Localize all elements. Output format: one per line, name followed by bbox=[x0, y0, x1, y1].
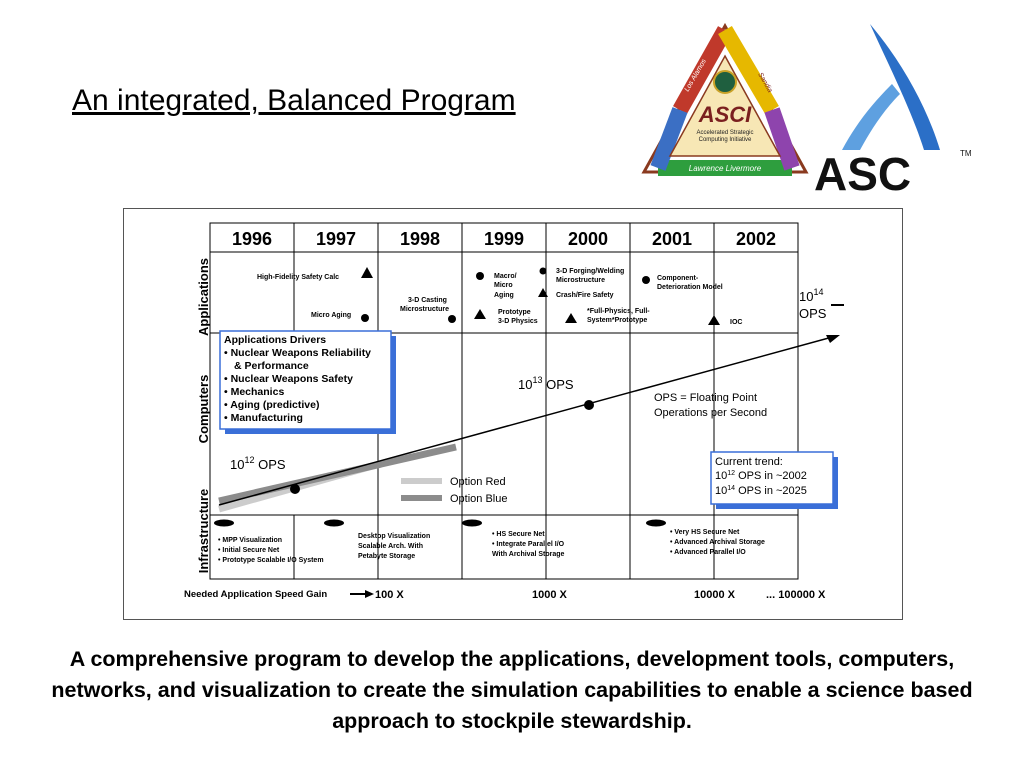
ops-label-1e14: $10^{14}$ bbox=[799, 287, 824, 304]
circle-icon bbox=[540, 268, 547, 275]
ops-label-1e13: $10^{13}$ OPS bbox=[518, 375, 574, 392]
asci-logo-subtitle-1: Accelerated Strategic bbox=[696, 130, 754, 136]
drivers-item: & Performance bbox=[234, 360, 309, 372]
year-label-2000: 2000 bbox=[567, 229, 609, 249]
ellipse-icon bbox=[214, 520, 234, 527]
infra-col2: Desktop Visualization bbox=[358, 533, 431, 540]
ops-definition-2: Operations per Second bbox=[654, 407, 768, 419]
infra-col1: • Initial Secure Net bbox=[218, 547, 280, 554]
milestone-component-1: Component- bbox=[657, 275, 699, 282]
ellipse-icon bbox=[462, 520, 482, 527]
row-label-applications: Applications bbox=[196, 257, 211, 337]
trend-line-1: $10^{12}$ OPS in ~2002 bbox=[715, 470, 807, 482]
milestone-crash: Crash/Fire Safety bbox=[556, 292, 614, 299]
triangle-icon bbox=[708, 315, 720, 325]
option-blue-band bbox=[219, 447, 456, 501]
infra-col3: • HS Secure Net bbox=[492, 531, 545, 538]
ops-label-1e14-unit: OPS bbox=[799, 306, 827, 321]
ops-point-1e13 bbox=[584, 400, 594, 410]
ellipse-icon bbox=[324, 520, 344, 527]
asci-logo-subtitle-2: Computing Initiative bbox=[698, 137, 752, 143]
asc-logo-name: ASC bbox=[814, 148, 912, 192]
asci-logo-name: ASCI bbox=[698, 102, 752, 127]
row-label-computers: Computers bbox=[196, 374, 211, 444]
roadmap-figure bbox=[123, 208, 903, 620]
infra-col4: • Advanced Archival Storage bbox=[670, 539, 765, 546]
milestone-prototype-2: 3-D Physics bbox=[498, 318, 538, 325]
milestone-component-2: Deterioration Model bbox=[657, 284, 723, 291]
milestone-macro-3: Aging bbox=[494, 292, 514, 299]
milestone-ioc: IOC bbox=[730, 319, 743, 326]
infra-col4: • Advanced Parallel I/O bbox=[670, 549, 746, 556]
slide-title: An integrated, Balanced Program bbox=[72, 84, 516, 117]
circle-icon bbox=[361, 314, 369, 322]
trend-arrowhead bbox=[826, 335, 840, 343]
milestone-casting-2: Microstructure bbox=[400, 306, 450, 313]
ops-point-1e12 bbox=[290, 484, 300, 494]
drivers-heading: Applications Drivers bbox=[224, 334, 327, 346]
milestone-forging-1: 3-D Forging/Welding bbox=[556, 268, 625, 275]
trend-heading: Current trend: bbox=[715, 456, 783, 468]
infra-col1: • Prototype Scalable I/O System bbox=[218, 557, 324, 564]
infra-col3: • Integrate Parallel I/O bbox=[492, 541, 565, 548]
year-labels bbox=[232, 229, 776, 249]
drivers-item: • Nuclear Weapons Reliability bbox=[224, 347, 372, 359]
speed-100000x: ... 100000 X bbox=[766, 589, 826, 601]
ellipse-icon bbox=[646, 520, 666, 527]
arrow-right-icon bbox=[365, 590, 374, 598]
milestone-micro-aging: Micro Aging bbox=[311, 312, 352, 319]
triangle-icon bbox=[565, 313, 577, 323]
year-label-1996: 1996 bbox=[231, 229, 273, 249]
drivers-item: • Mechanics bbox=[224, 386, 285, 398]
asc-logo-tm: TM bbox=[960, 149, 972, 158]
slide-caption: A comprehensive program to develop the applications, development tools, computers, networks, and visualization to create the simulation capabilities to enable a science based approach to stockpile stewardship. bbox=[51, 647, 973, 733]
asci-logo-bottom-label: Lawrence Livermore bbox=[688, 164, 762, 173]
year-label-2001: 2001 bbox=[651, 229, 693, 249]
milestone-forging-2: Microstructure bbox=[556, 277, 606, 284]
infra-col2: Petabyte Storage bbox=[358, 553, 416, 560]
roadmap-chart bbox=[124, 209, 902, 619]
circle-icon bbox=[476, 272, 484, 280]
asci-logo-left-label: Los Alamos bbox=[683, 58, 708, 93]
ops-label-1e12: $10^{12}$ OPS bbox=[230, 455, 286, 472]
infra-col4: • Very HS Secure Net bbox=[670, 529, 740, 536]
infra-col3: With Archival Storage bbox=[492, 551, 565, 558]
triangle-icon bbox=[474, 309, 486, 319]
drivers-item: • Aging (predictive) bbox=[224, 399, 320, 411]
asc-logo bbox=[812, 22, 972, 192]
year-label-1999: 1999 bbox=[483, 229, 525, 249]
milestone-macro-1: Macro/ bbox=[494, 273, 517, 280]
speed-gain-label: Needed Application Speed Gain bbox=[184, 589, 328, 600]
legend-label-blue: Option Blue bbox=[450, 493, 508, 505]
milestone-casting-1: 3-D Casting bbox=[408, 297, 447, 304]
circle-icon bbox=[448, 315, 456, 323]
milestone-macro-2: Micro bbox=[494, 282, 513, 289]
speed-1000x: 1000 X bbox=[532, 589, 567, 601]
speed-10000x: 10000 X bbox=[694, 589, 735, 601]
infra-col1: • MPP Visualization bbox=[218, 537, 283, 544]
asci-logo bbox=[640, 22, 810, 182]
drivers-item: • Manufacturing bbox=[224, 412, 303, 424]
ops-definition-1: OPS = Floating Point bbox=[654, 392, 758, 404]
milestone-prototype-1: Prototype bbox=[498, 309, 531, 316]
circle-icon bbox=[642, 276, 650, 284]
year-label-2002: 2002 bbox=[735, 229, 777, 249]
milestone-fullphysics-2: System*Prototype bbox=[587, 317, 648, 324]
asci-logo-right-label: Sandia bbox=[756, 71, 774, 94]
year-label-1998: 1998 bbox=[399, 229, 441, 249]
row-label-infrastructure: Infrastructure bbox=[196, 488, 211, 574]
triangle-icon bbox=[361, 267, 373, 278]
trend-line-2: $10^{14}$ OPS in ~2025 bbox=[715, 485, 807, 497]
year-label-1997: 1997 bbox=[315, 229, 357, 249]
infra-col2: Scalable Arch. With bbox=[358, 543, 424, 550]
speed-100x: 100 X bbox=[375, 589, 404, 601]
drivers-item: • Nuclear Weapons Safety bbox=[224, 373, 353, 385]
legend-label-red: Option Red bbox=[450, 476, 506, 488]
milestone-high-fidelity: High-Fidelity Safety Calc bbox=[257, 274, 340, 281]
milestone-fullphysics-1: *Full-Physics, Full- bbox=[587, 308, 650, 315]
